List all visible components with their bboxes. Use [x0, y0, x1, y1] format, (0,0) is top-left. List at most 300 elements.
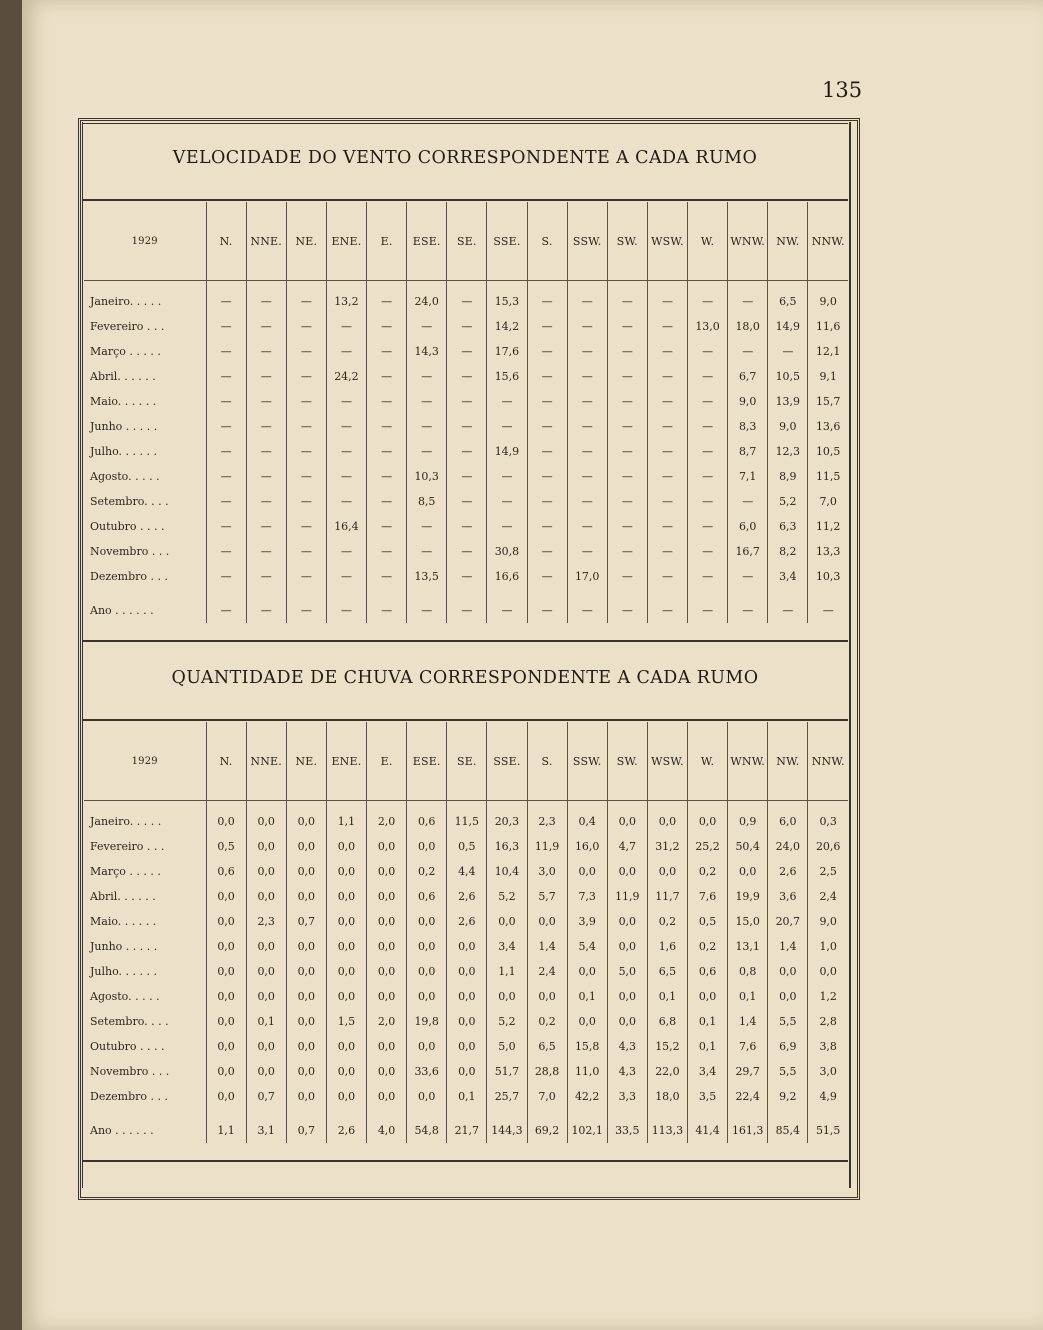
- value-cell: 4,0: [367, 1117, 407, 1143]
- value-cell: —: [647, 439, 687, 464]
- value-cell: 0,0: [246, 834, 286, 859]
- value-cell: —: [326, 339, 366, 364]
- value-cell: 1,5: [326, 1009, 366, 1034]
- value-cell: 7,0: [808, 489, 848, 514]
- value-cell: 0,5: [447, 834, 487, 859]
- direction-header: NE.: [286, 722, 326, 801]
- value-cell: 0,0: [326, 1059, 366, 1084]
- value-cell: 0,0: [367, 859, 407, 884]
- row-label: Agosto. . . . .: [90, 990, 160, 1003]
- value-cell: 9,0: [808, 289, 848, 314]
- value-cell: 10,5: [808, 439, 848, 464]
- value-cell: —: [206, 464, 246, 489]
- spacer-cell: [728, 281, 768, 290]
- spacer-cell: [487, 1109, 527, 1117]
- value-cell: 0,1: [728, 984, 768, 1009]
- value-cell: 15,0: [728, 909, 768, 934]
- value-cell: 7,6: [688, 884, 728, 909]
- value-cell: 2,6: [326, 1117, 366, 1143]
- row-label: Ano . . . . . .: [90, 1123, 154, 1137]
- direction-header: NNE.: [246, 202, 286, 281]
- rule: [82, 640, 848, 642]
- value-cell: —: [407, 414, 447, 439]
- value-cell: 18,0: [647, 1084, 687, 1109]
- spacer-cell: [527, 801, 567, 810]
- value-cell: 0,0: [607, 909, 647, 934]
- table-row: [84, 859, 848, 884]
- value-cell: 102,1: [567, 1117, 607, 1143]
- spacer-row: [84, 281, 848, 290]
- value-cell: 0,0: [407, 984, 447, 1009]
- value-cell: —: [447, 539, 487, 564]
- row-label: Julho. . . . . .: [90, 965, 157, 978]
- spacer-cell: [768, 589, 808, 597]
- value-cell: 9,1: [808, 364, 848, 389]
- spacer-cell: [607, 589, 647, 597]
- year-header: 1929: [131, 755, 158, 767]
- spacer-cell: [688, 1109, 728, 1117]
- value-cell: —: [607, 439, 647, 464]
- spacer-cell: [246, 281, 286, 290]
- spacer-cell: [688, 801, 728, 810]
- value-cell: 0,1: [688, 1034, 728, 1059]
- row-label: Fevereiro . . .: [90, 320, 165, 333]
- value-cell: 0,9: [728, 809, 768, 834]
- direction-header: SSW.: [567, 722, 607, 801]
- spacer-cell: [367, 801, 407, 810]
- value-cell: —: [728, 597, 768, 623]
- value-cell: 2,3: [527, 809, 567, 834]
- value-cell: 1,1: [206, 1117, 246, 1143]
- value-cell: 1,4: [527, 934, 567, 959]
- table-row: [84, 414, 848, 439]
- spacer-cell: [808, 281, 848, 290]
- value-cell: —: [647, 489, 687, 514]
- spacer-cell: [728, 589, 768, 597]
- value-cell: 9,2: [768, 1084, 808, 1109]
- value-cell: 0,1: [447, 1084, 487, 1109]
- spacer-cell: [567, 1109, 607, 1117]
- value-cell: 0,0: [246, 934, 286, 959]
- spacer-cell: [447, 1109, 487, 1117]
- value-cell: 20,7: [768, 909, 808, 934]
- value-cell: —: [326, 597, 366, 623]
- value-cell: —: [567, 289, 607, 314]
- value-cell: —: [246, 489, 286, 514]
- row-label: Setembro. . . .: [90, 495, 169, 508]
- value-cell: 16,4: [326, 514, 366, 539]
- row-label: Outubro . . . .: [90, 520, 165, 533]
- direction-header: W.: [688, 202, 728, 281]
- value-cell: 0,0: [447, 1059, 487, 1084]
- value-cell: —: [567, 364, 607, 389]
- value-cell: 0,0: [567, 959, 607, 984]
- value-cell: 11,5: [808, 464, 848, 489]
- value-cell: 0,0: [728, 859, 768, 884]
- value-cell: —: [607, 389, 647, 414]
- value-cell: 0,0: [688, 809, 728, 834]
- value-cell: 0,0: [326, 884, 366, 909]
- value-cell: 16,3: [487, 834, 527, 859]
- value-cell: 22,4: [728, 1084, 768, 1109]
- value-cell: 30,8: [487, 539, 527, 564]
- value-cell: —: [527, 389, 567, 414]
- value-cell: —: [688, 439, 728, 464]
- value-cell: 6,0: [728, 514, 768, 539]
- spacer-cell: [607, 801, 647, 810]
- value-cell: —: [246, 314, 286, 339]
- value-cell: 11,7: [647, 884, 687, 909]
- value-cell: 16,0: [567, 834, 607, 859]
- value-cell: 6,5: [647, 959, 687, 984]
- spacer-cell: [527, 281, 567, 290]
- value-cell: —: [647, 414, 687, 439]
- value-cell: —: [607, 414, 647, 439]
- value-cell: 0,5: [206, 834, 246, 859]
- value-cell: —: [447, 364, 487, 389]
- page-number: 135: [822, 78, 863, 102]
- spacer-cell: [84, 801, 206, 810]
- row-label: Maio. . . . . .: [90, 395, 157, 408]
- rule: [82, 123, 848, 124]
- value-cell: 0,0: [367, 1084, 407, 1109]
- row-label: Ano . . . . . .: [90, 603, 154, 617]
- value-cell: 0,0: [286, 1009, 326, 1034]
- spacer-cell: [407, 1109, 447, 1117]
- value-cell: 0,0: [367, 884, 407, 909]
- value-cell: —: [527, 289, 567, 314]
- value-cell: 5,0: [487, 1034, 527, 1059]
- row-label: Outubro . . . .: [90, 1040, 165, 1053]
- value-cell: 12,1: [808, 339, 848, 364]
- value-cell: 0,0: [407, 959, 447, 984]
- spacer-cell: [407, 589, 447, 597]
- spacer-cell: [808, 801, 848, 810]
- spacer-cell: [567, 281, 607, 290]
- value-cell: 19,9: [728, 884, 768, 909]
- table-row: [84, 539, 848, 564]
- value-cell: 0,0: [286, 859, 326, 884]
- value-cell: 51,7: [487, 1059, 527, 1084]
- value-cell: —: [688, 389, 728, 414]
- rain-amount-table: [84, 722, 848, 1143]
- value-cell: 6,3: [768, 514, 808, 539]
- row-label: Janeiro. . . . .: [90, 295, 162, 308]
- value-cell: —: [607, 339, 647, 364]
- value-cell: 0,5: [688, 909, 728, 934]
- value-cell: 0,0: [607, 934, 647, 959]
- value-cell: 2,6: [447, 909, 487, 934]
- value-cell: 12,3: [768, 439, 808, 464]
- value-cell: 19,8: [407, 1009, 447, 1034]
- value-cell: 8,3: [728, 414, 768, 439]
- spacer-cell: [286, 281, 326, 290]
- direction-header: WSW.: [647, 722, 687, 801]
- value-cell: 5,2: [768, 489, 808, 514]
- value-cell: 24,0: [768, 834, 808, 859]
- value-cell: 0,7: [286, 909, 326, 934]
- value-cell: 24,0: [407, 289, 447, 314]
- value-cell: 3,0: [808, 1059, 848, 1084]
- value-cell: —: [246, 339, 286, 364]
- value-cell: —: [206, 314, 246, 339]
- value-cell: 31,2: [647, 834, 687, 859]
- value-cell: 0,0: [326, 834, 366, 859]
- row-label: Junho . . . . .: [90, 940, 158, 953]
- value-cell: —: [607, 514, 647, 539]
- table-row: [84, 389, 848, 414]
- spacer-cell: [688, 281, 728, 290]
- value-cell: 3,1: [246, 1117, 286, 1143]
- value-cell: —: [407, 597, 447, 623]
- value-cell: —: [567, 314, 607, 339]
- value-cell: —: [647, 539, 687, 564]
- value-cell: —: [567, 464, 607, 489]
- value-cell: —: [527, 314, 567, 339]
- value-cell: 15,3: [487, 289, 527, 314]
- spacer-cell: [487, 589, 527, 597]
- value-cell: 13,9: [768, 389, 808, 414]
- direction-header: SSE.: [487, 202, 527, 281]
- value-cell: 0,2: [407, 859, 447, 884]
- spacer-cell: [447, 281, 487, 290]
- value-cell: 2,4: [808, 884, 848, 909]
- value-cell: —: [246, 564, 286, 589]
- value-cell: 54,8: [407, 1117, 447, 1143]
- value-cell: —: [326, 464, 366, 489]
- value-cell: 7,3: [567, 884, 607, 909]
- value-cell: —: [206, 489, 246, 514]
- value-cell: 28,8: [527, 1059, 567, 1084]
- value-cell: —: [567, 439, 607, 464]
- row-label: Julho. . . . . .: [90, 445, 157, 458]
- value-cell: 0,0: [246, 1034, 286, 1059]
- value-cell: —: [688, 514, 728, 539]
- row-label: Novembro . . .: [90, 1065, 170, 1078]
- spacer-cell: [808, 1109, 848, 1117]
- value-cell: 0,0: [286, 834, 326, 859]
- value-cell: 0,0: [367, 1059, 407, 1084]
- value-cell: 0,0: [286, 884, 326, 909]
- value-cell: 0,0: [407, 909, 447, 934]
- row-label: Março . . . . .: [90, 865, 161, 878]
- spacer-cell: [768, 801, 808, 810]
- spacer-cell: [728, 1109, 768, 1117]
- value-cell: —: [367, 597, 407, 623]
- value-cell: 6,9: [768, 1034, 808, 1059]
- value-cell: —: [407, 389, 447, 414]
- value-cell: —: [647, 289, 687, 314]
- rule: [82, 719, 848, 721]
- value-cell: —: [607, 597, 647, 623]
- direction-header: SW.: [607, 202, 647, 281]
- value-cell: 3,6: [768, 884, 808, 909]
- value-cell: —: [447, 489, 487, 514]
- value-cell: 1,1: [487, 959, 527, 984]
- value-cell: —: [206, 339, 246, 364]
- value-cell: —: [688, 289, 728, 314]
- value-cell: —: [407, 539, 447, 564]
- value-cell: 4,7: [607, 834, 647, 859]
- value-cell: 0,0: [206, 884, 246, 909]
- value-cell: 17,0: [567, 564, 607, 589]
- value-cell: —: [567, 539, 607, 564]
- spacer-cell: [647, 589, 687, 597]
- value-cell: 0,0: [527, 909, 567, 934]
- value-cell: 8,7: [728, 439, 768, 464]
- row-label: Dezembro . . .: [90, 570, 168, 583]
- value-cell: 1,1: [326, 809, 366, 834]
- value-cell: 0,8: [728, 959, 768, 984]
- value-cell: —: [407, 514, 447, 539]
- spacer-cell: [647, 801, 687, 810]
- direction-header: SE.: [447, 202, 487, 281]
- value-cell: —: [326, 414, 366, 439]
- value-cell: —: [527, 597, 567, 623]
- value-cell: —: [607, 464, 647, 489]
- spacer-cell: [447, 801, 487, 810]
- direction-header: E.: [367, 202, 407, 281]
- value-cell: 0,0: [326, 909, 366, 934]
- value-cell: 0,0: [206, 959, 246, 984]
- value-cell: 3,9: [567, 909, 607, 934]
- direction-header: WNW.: [728, 202, 768, 281]
- spacer-cell: [607, 1109, 647, 1117]
- value-cell: 0,0: [808, 959, 848, 984]
- value-cell: 0,4: [567, 809, 607, 834]
- value-cell: —: [367, 364, 407, 389]
- spacer-cell: [768, 1109, 808, 1117]
- rain-section-title: QUANTIDADE DE CHUVA CORRESPONDENTE A CADA RUMO: [171, 668, 759, 688]
- row-label: Agosto. . . . .: [90, 470, 160, 483]
- value-cell: 0,0: [246, 884, 286, 909]
- spacer-cell: [487, 801, 527, 810]
- value-cell: 0,0: [246, 809, 286, 834]
- value-cell: 5,5: [768, 1059, 808, 1084]
- direction-header: NNE.: [246, 722, 286, 801]
- value-cell: 0,0: [367, 834, 407, 859]
- value-cell: 0,3: [808, 809, 848, 834]
- value-cell: —: [206, 414, 246, 439]
- value-cell: 0,0: [567, 1009, 607, 1034]
- table-row: [84, 564, 848, 589]
- value-cell: 0,6: [407, 884, 447, 909]
- header-row: [84, 722, 848, 801]
- value-cell: —: [487, 489, 527, 514]
- spacer-cell: [206, 801, 246, 810]
- value-cell: —: [808, 597, 848, 623]
- direction-header: WNW.: [728, 722, 768, 801]
- value-cell: 9,0: [728, 389, 768, 414]
- value-cell: 2,4: [527, 959, 567, 984]
- value-cell: 0,0: [407, 1084, 447, 1109]
- value-cell: 161,3: [728, 1117, 768, 1143]
- value-cell: —: [326, 314, 366, 339]
- table-row: [84, 909, 848, 934]
- value-cell: —: [527, 464, 567, 489]
- direction-header: SW.: [607, 722, 647, 801]
- value-cell: 0,0: [367, 909, 407, 934]
- value-cell: 42,2: [567, 1084, 607, 1109]
- value-cell: —: [367, 439, 407, 464]
- value-cell: 0,0: [607, 984, 647, 1009]
- value-cell: 0,6: [688, 959, 728, 984]
- value-cell: 0,0: [768, 959, 808, 984]
- value-cell: 0,0: [286, 809, 326, 834]
- value-cell: 1,4: [768, 934, 808, 959]
- value-cell: —: [286, 539, 326, 564]
- spacer-cell: [527, 1109, 567, 1117]
- rule: [82, 1160, 848, 1162]
- value-cell: —: [246, 514, 286, 539]
- direction-header: N.: [206, 722, 246, 801]
- direction-header: E.: [367, 722, 407, 801]
- direction-header: WSW.: [647, 202, 687, 281]
- spacer-cell: [326, 589, 366, 597]
- spacer-cell: [286, 589, 326, 597]
- value-cell: —: [326, 539, 366, 564]
- table-row: [84, 289, 848, 314]
- value-cell: —: [647, 464, 687, 489]
- value-cell: —: [447, 289, 487, 314]
- table-row: [84, 314, 848, 339]
- value-cell: 17,6: [487, 339, 527, 364]
- value-cell: —: [286, 514, 326, 539]
- value-cell: 0,0: [206, 1009, 246, 1034]
- table-row: [84, 597, 848, 623]
- value-cell: 0,0: [688, 984, 728, 1009]
- value-cell: —: [768, 597, 808, 623]
- value-cell: —: [286, 339, 326, 364]
- value-cell: —: [688, 489, 728, 514]
- value-cell: 0,0: [367, 959, 407, 984]
- value-cell: 0,0: [607, 1009, 647, 1034]
- value-cell: —: [246, 439, 286, 464]
- value-cell: 14,2: [487, 314, 527, 339]
- value-cell: 41,4: [688, 1117, 728, 1143]
- wind-section-title: VELOCIDADE DO VENTO CORRESPONDENTE A CADA RUMO: [172, 148, 758, 168]
- value-cell: 0,0: [768, 984, 808, 1009]
- row-label: Janeiro. . . . .: [90, 815, 162, 828]
- value-cell: 0,2: [688, 934, 728, 959]
- value-cell: 4,3: [607, 1034, 647, 1059]
- table-row: [84, 514, 848, 539]
- value-cell: 29,7: [728, 1059, 768, 1084]
- wind-speed-table: [84, 202, 848, 623]
- value-cell: 85,4: [768, 1117, 808, 1143]
- value-cell: 20,3: [487, 809, 527, 834]
- value-cell: —: [567, 489, 607, 514]
- value-cell: —: [487, 414, 527, 439]
- value-cell: 15,2: [647, 1034, 687, 1059]
- row-label: Dezembro . . .: [90, 1090, 168, 1103]
- value-cell: —: [367, 464, 407, 489]
- value-cell: 2,6: [447, 884, 487, 909]
- value-cell: 7,6: [728, 1034, 768, 1059]
- value-cell: 0,0: [527, 984, 567, 1009]
- spacer-cell: [206, 281, 246, 290]
- value-cell: —: [567, 514, 607, 539]
- value-cell: 0,0: [246, 859, 286, 884]
- value-cell: 0,2: [527, 1009, 567, 1034]
- value-cell: 7,1: [728, 464, 768, 489]
- value-cell: —: [326, 389, 366, 414]
- value-cell: 4,3: [607, 1059, 647, 1084]
- value-cell: —: [647, 597, 687, 623]
- table-row: [84, 1084, 848, 1109]
- spacer-cell: [728, 801, 768, 810]
- value-cell: —: [527, 564, 567, 589]
